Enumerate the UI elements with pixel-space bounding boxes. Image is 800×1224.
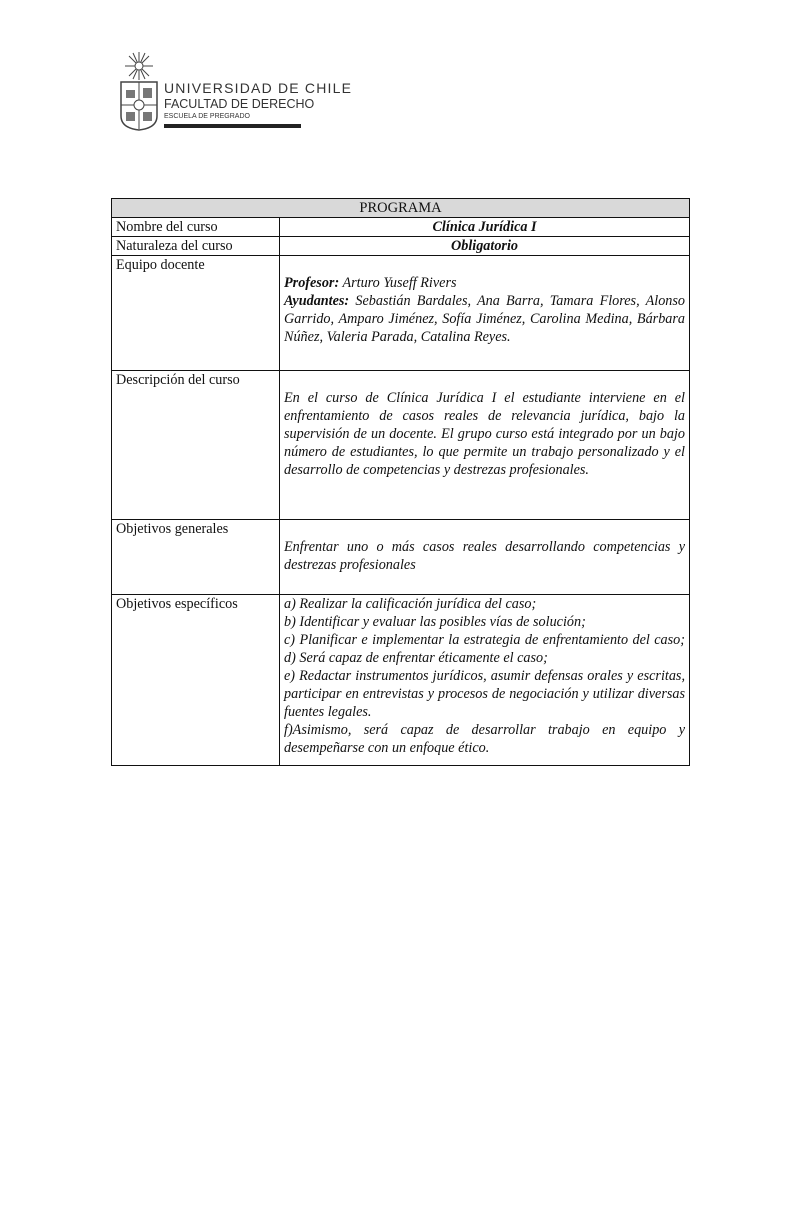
course-nature: Obligatorio	[280, 237, 690, 256]
specific-objective: b) Identificar y evaluar las posibles vías de solución;	[284, 614, 586, 630]
table-row	[112, 595, 690, 766]
specific-objective: e) Redactar instrumentos jurídicos, asumir defensas orales y escritas, participar en entrevistas y procesos de negociación y utilizar diversas fuentes legales.	[284, 668, 685, 720]
row-label: Objetivos específicos	[112, 595, 280, 766]
table-row	[112, 256, 690, 371]
table-row	[112, 371, 690, 520]
row-label: Nombre del curso	[112, 218, 280, 237]
institution-header	[164, 80, 352, 120]
assistants-names: Sebastián Bardales, Ana Barra, Tamara Flores, Alonso Garrido, Amparo Jiménez, Sofía Jiménez, Carolina Medina, Bárbara Núñez, Valeria Parada, Catalina Reyes.	[284, 293, 685, 345]
professor-line	[284, 274, 685, 292]
row-label: Objetivos generales	[112, 520, 280, 595]
assistants-label: Ayudantes:	[284, 293, 350, 309]
table-row	[112, 237, 690, 256]
specific-objective: f)Asimismo, será capaz de desarrollar trabajo en equipo y desempeñarse con un enfoque ético.	[284, 722, 685, 756]
specific-objective: a) Realizar la calificación jurídica del caso;	[284, 596, 537, 612]
university-crest-icon	[118, 50, 160, 132]
specific-objective: c) Planificar e implementar la estrategia de enfrentamiento del caso; d) Será capaz de enfrentar éticamente el caso;	[284, 632, 685, 666]
professor-label: Profesor:	[284, 275, 340, 291]
general-objectives: Enfrentar uno o más casos reales desarrollando competencias y destrezas profesionales	[284, 539, 685, 573]
university-name: UNIVERSIDAD DE CHILE	[164, 80, 353, 96]
course-name: Clínica Jurídica I	[280, 218, 690, 237]
row-label: Naturaleza del curso	[112, 237, 280, 256]
row-label: Equipo docente	[112, 256, 280, 371]
assistants-line	[284, 292, 685, 346]
professor-name: Arturo Yuseff Rivers	[339, 275, 457, 291]
faculty-name: FACULTAD DE DERECHO	[164, 97, 315, 111]
table-row	[112, 218, 690, 237]
program-table	[111, 198, 690, 766]
header-rule	[164, 124, 301, 128]
school-name: ESCUELA DE PREGRADO	[164, 113, 250, 120]
row-label: Descripción del curso	[112, 371, 280, 520]
table-row	[112, 520, 690, 595]
table-title: PROGRAMA	[112, 199, 690, 218]
course-description: En el curso de Clínica Jurídica I el estudiante interviene en el enfrentamiento de casos reales de relevancia jurídica, bajo la supervisión de un docente. El grupo curso está integrado por un bajo número de estudiantes, lo que permite un trabajo personalizado y el desarrollo de competencias y destrezas profesionales.	[284, 390, 685, 478]
